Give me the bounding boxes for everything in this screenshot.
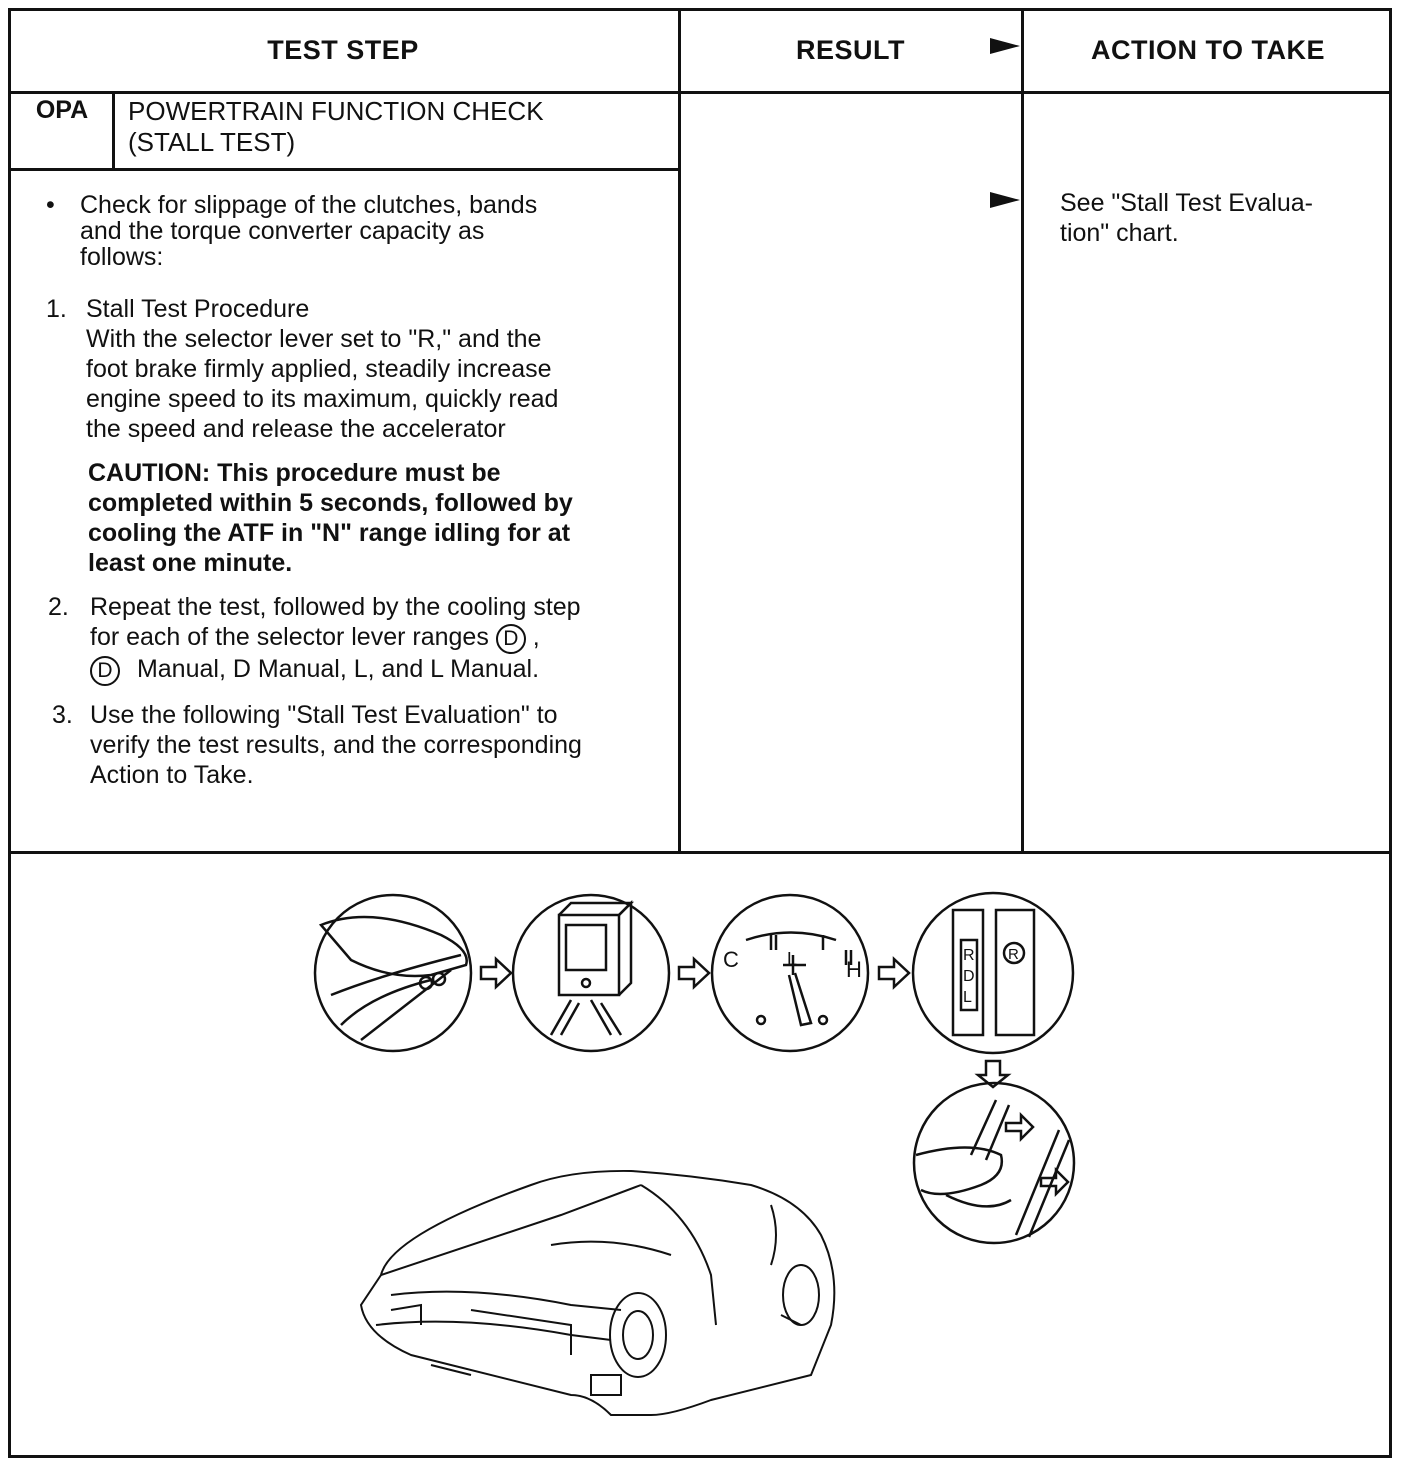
header-action: ACTION TO TAKE [1091,34,1325,65]
caution-line: cooling the ATF in "N" range idling for at [88,519,571,547]
header-arrow-icon [990,38,1020,54]
shift-indicator-icon [913,893,1073,1053]
arrow-right-icon [879,959,909,987]
shift-letter: D [963,968,975,985]
action-text [1060,188,1380,248]
header-test-step: TEST STEP [267,34,419,65]
step-code: OPA [35,96,89,124]
item-line-text: Manual, D Manual, L, and L Manual. [136,655,540,683]
foot-brake-icon [315,895,471,1051]
divider-col2 [1021,8,1024,854]
item-line: for each of the selector lever ranges D , [90,622,680,654]
car-icon [361,1171,834,1415]
circled-d-icon: D [90,656,120,686]
step-title-line2: (STALL TEST) [128,127,296,157]
item-line: foot brake firmly applied, steadily increase [86,355,552,383]
bullet-line: Check for slippage of the clutches, bands [80,191,538,219]
divider-code [112,92,115,169]
shift-letter: L [963,989,972,1006]
shift-letter: R [963,947,975,964]
stall-test-illustration [11,855,1389,1455]
item-line: engine speed to its maximum, quickly read [86,385,559,413]
gauge-cold-label: C [723,947,739,972]
temperature-gauge-icon [712,895,868,1051]
item-line: Use the following "Stall Test Evaluation" to [90,701,558,729]
caution-line: CAUTION: This procedure must be [88,459,501,487]
item-number: 1. [46,295,67,323]
item-number: 3. [52,701,73,729]
caution-line: least one minute. [88,549,293,577]
item-title: Stall Test Procedure [86,295,310,323]
item-line: With the selector lever set to "R," and the [86,325,542,353]
circled-d-icon: D [496,624,526,654]
caution-note [88,458,678,578]
action-line: See "Stall Test Evalua- [1060,189,1313,217]
arrow-right-icon [481,959,511,987]
header-result: RESULT [796,34,905,65]
bullet-icon: • [46,191,55,219]
item-number: 2. [48,593,69,621]
item-line: the speed and release the accelerator [86,415,506,443]
step-title [128,96,544,158]
item-line: Repeat the test, followed by the cooling step [90,593,581,621]
action-line: tion" chart. [1060,219,1179,247]
arrow-right-icon [679,959,709,987]
divider-title [8,168,680,171]
bullet-line: and the torque converter capacity as [80,217,485,245]
gauge-hot-label: H [846,957,862,982]
item-line: verify the test results, and the corresponding [90,731,582,759]
foot-release-icon [914,1083,1074,1243]
caution-line: completed within 5 seconds, followed by [88,489,573,517]
item-line [90,654,680,686]
divider-illustration [8,851,1392,854]
step-title-line1: POWERTRAIN FUNCTION CHECK [128,96,544,126]
circled-r-label: R [1008,946,1019,963]
item-line-text: for each of the selector lever ranges [90,623,489,651]
gauge-mark-label: L [787,949,798,969]
item-line: Action to Take. [90,761,254,789]
result-arrow-icon [990,192,1020,208]
tachometer-icon [513,895,669,1051]
bullet-line: follows: [80,243,164,271]
